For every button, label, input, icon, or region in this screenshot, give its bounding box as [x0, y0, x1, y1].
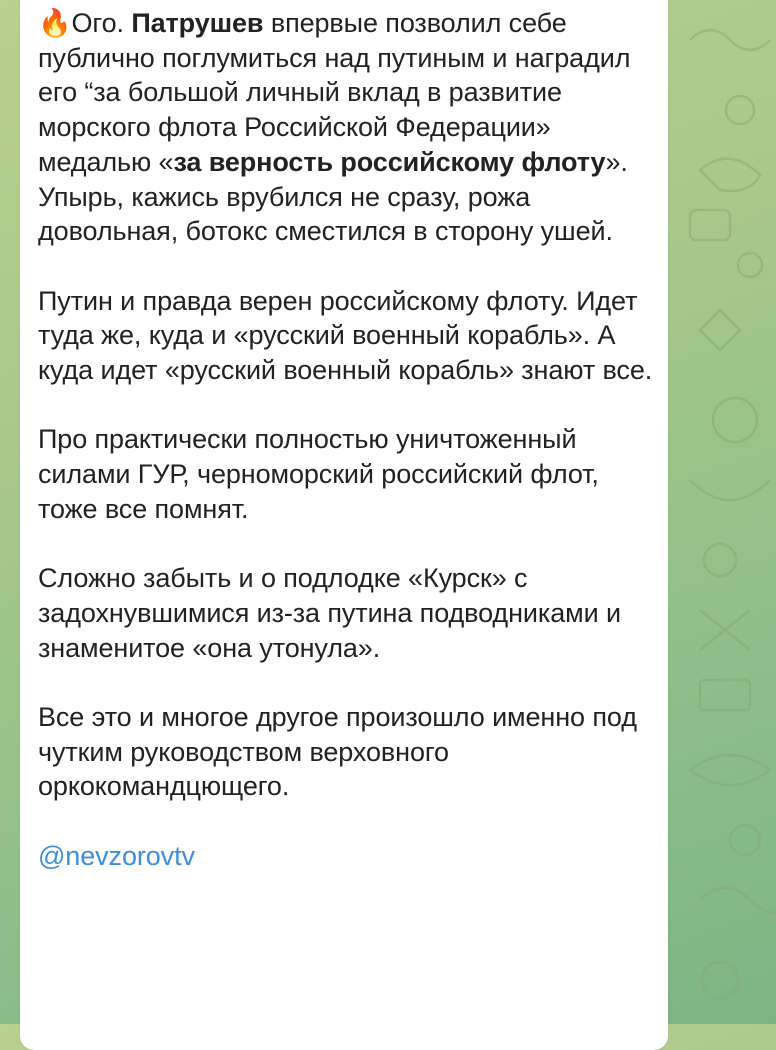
name-bold: Патрушев — [131, 8, 264, 38]
paragraph-4: Сложно забыть и о подлодке «Курск» с задохнувшимися из-за путина подводниками и знаменитое «она утонула». — [38, 563, 621, 663]
fire-icon: 🔥 — [38, 8, 72, 38]
medal-bold: за верность российскому флоту — [173, 146, 606, 177]
main-text: впервые позволил себе публично поглумиться над путиным и наградил его “за большой личный вклад в развитие морского флота Российской Федерации» медалью « — [38, 8, 631, 177]
channel-link[interactable]: @nevzorovtv — [38, 840, 195, 871]
paragraph-1 — [38, 6, 658, 180]
closing-quote: ». — [605, 146, 628, 177]
intro-text: Ого. — [71, 8, 132, 38]
paragraph-5: Все это и многое другое произошло именно под чутким руководством верховного оркокомандцющего. — [38, 702, 637, 802]
paragraph-3: Про практически полностью уничтоженный силами ГУР, черноморский российский флот, тоже все помнят. — [38, 424, 599, 524]
paragraph-2: Путин и правда верен российскому флоту. Идет туда же, куда и «русский военный корабль». А куда идет «русский военный корабль» знают все. — [38, 285, 653, 386]
paragraph-1-tail: Упырь, кажись врубился не сразу, рожа довольная, ботокс сместился в сторону ушей. — [38, 181, 613, 247]
message-text[interactable] — [38, 6, 658, 874]
